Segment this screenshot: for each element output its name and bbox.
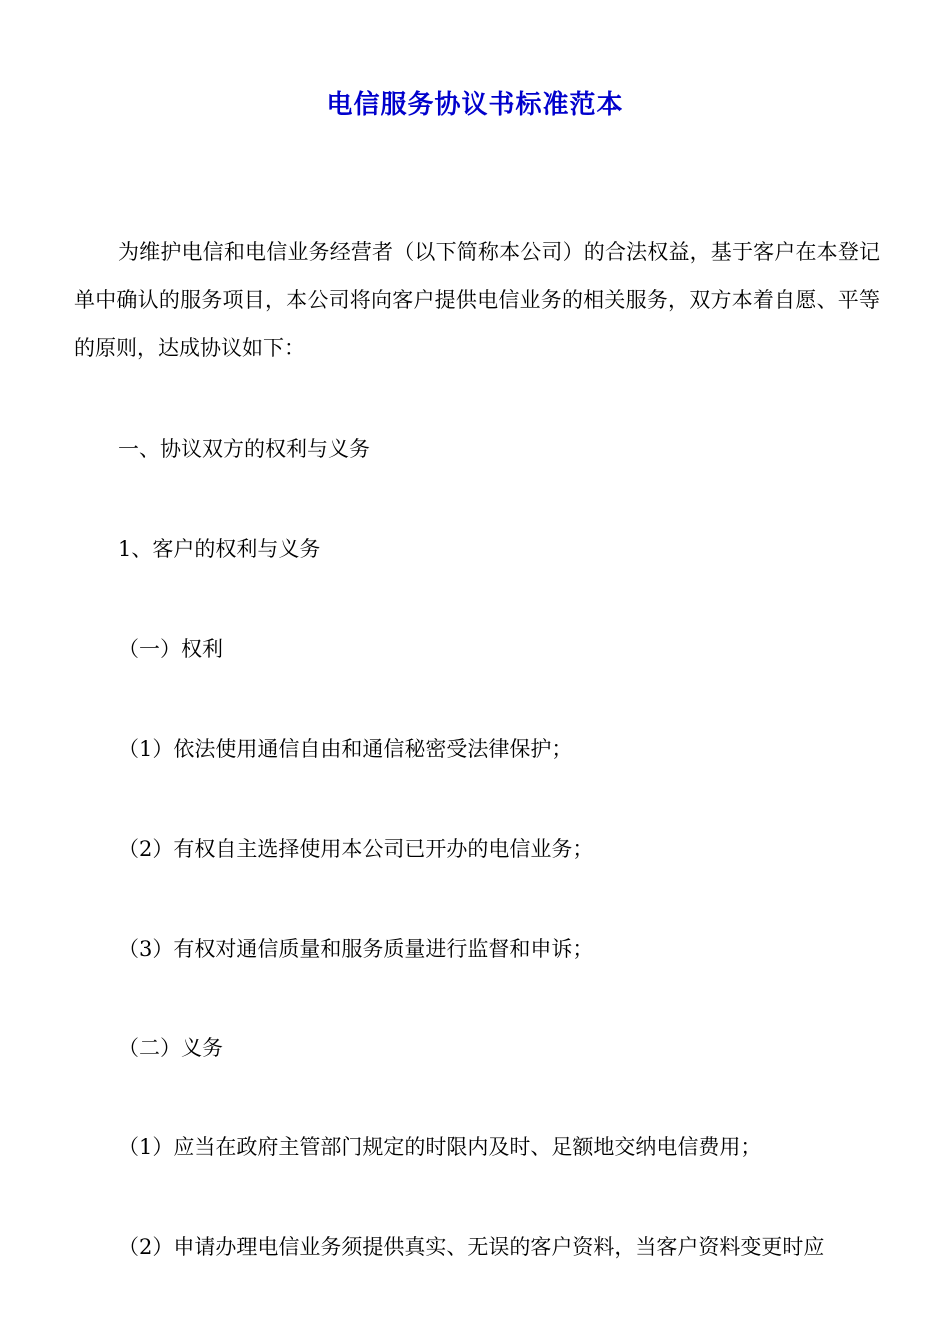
rights-item: （1）依法使用通信自由和通信秘密受法律保护； bbox=[118, 737, 573, 761]
obligations-item: （1）应当在政府主管部门规定的时限内及时、足额地交纳电信费用； bbox=[118, 1135, 762, 1159]
rights-item: （3）有权对通信质量和服务质量进行监督和申诉； bbox=[118, 937, 594, 961]
section-heading: 一、协议双方的权利与义务 bbox=[118, 437, 370, 461]
obligations-item: （2）申请办理电信业务须提供真实、无误的客户资料，当客户资料变更时应 bbox=[118, 1235, 825, 1259]
intro-paragraph: 为维护电信和电信业务经营者（以下简称本公司）的合法权益，基于客户在本登记单中确认的服务项目，本公司将向客户提供电信业务的相关服务，双方本着自愿、平等的原则，达成协议如下： bbox=[74, 240, 880, 360]
document-title: 电信服务协议书标准范本 bbox=[326, 90, 624, 120]
rights-item: （2）有权自主选择使用本公司已开办的电信业务； bbox=[118, 837, 594, 861]
rights-heading: （一）权利 bbox=[118, 637, 223, 661]
obligations-heading: （二）义务 bbox=[118, 1036, 223, 1060]
subsection-heading: 1、客户的权利与义务 bbox=[118, 537, 321, 561]
